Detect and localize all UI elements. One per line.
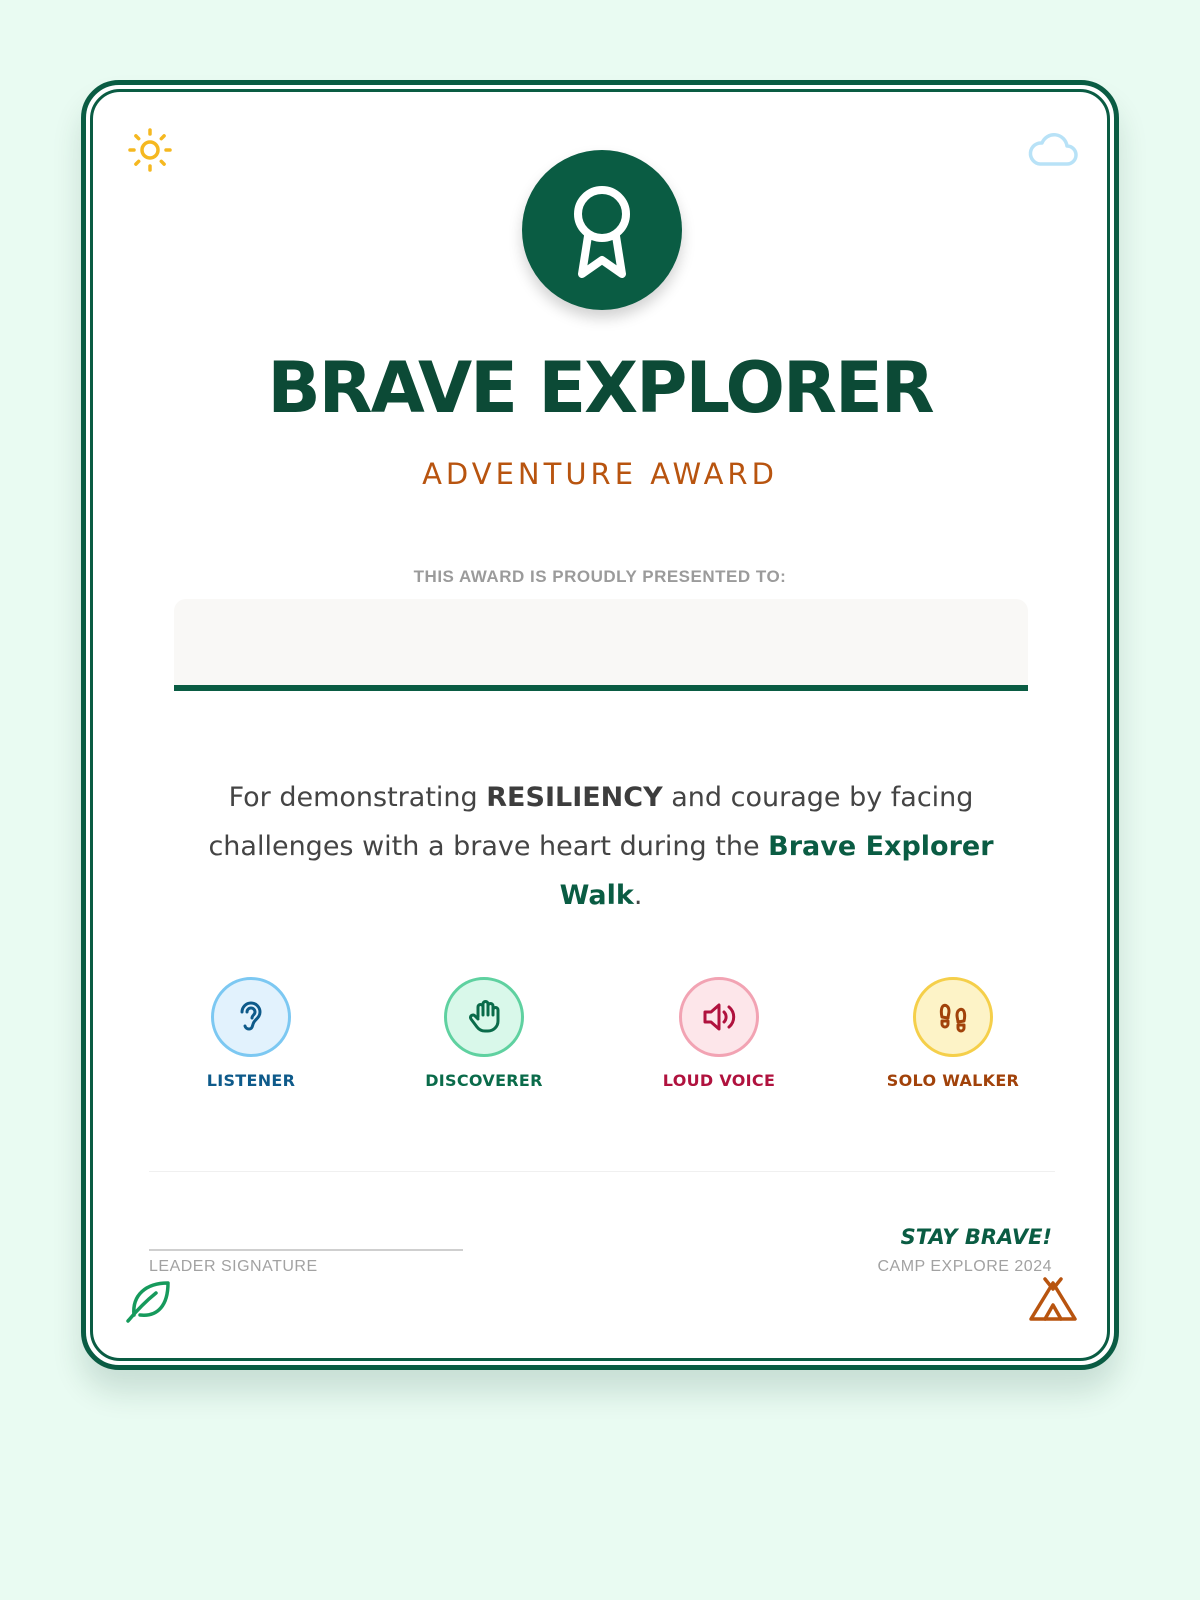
description-text: and courage by facing challenges with a brave heart during the	[208, 782, 974, 862]
footer-divider	[149, 1171, 1055, 1172]
badge-solo-walker	[853, 977, 1053, 1090]
badge-listener	[151, 977, 351, 1090]
badge-circle	[444, 977, 524, 1057]
hand-icon	[464, 997, 504, 1037]
description-event: Brave Explorer Walk	[559, 831, 994, 911]
award-description	[206, 773, 996, 920]
award-ribbon-icon	[566, 180, 638, 280]
footprints-icon	[933, 997, 973, 1037]
certificate-subtitle: ADVENTURE AWARD	[422, 457, 778, 491]
badge-label: LOUD VOICE	[662, 1071, 776, 1090]
description-text: .	[633, 880, 643, 911]
ear-icon	[231, 997, 271, 1037]
presented-to-label: THIS AWARD IS PROUDLY PRESENTED TO:	[413, 567, 787, 586]
sun-icon	[125, 125, 175, 175]
description-text: For demonstrating	[228, 782, 487, 813]
badge-label: SOLO WALKER	[886, 1071, 1020, 1090]
speaker-icon	[699, 997, 739, 1037]
certificate-card	[81, 80, 1119, 1370]
badge-label: DISCOVERER	[425, 1071, 543, 1090]
motto-text: STAY BRAVE!	[900, 1225, 1052, 1249]
badge-loud-voice	[619, 977, 819, 1090]
description-quality: RESILIENCY	[486, 782, 663, 813]
signature-label: LEADER SIGNATURE	[149, 1258, 318, 1275]
badge-label: LISTENER	[206, 1071, 296, 1090]
signature-line	[149, 1249, 463, 1251]
badge-discoverer	[384, 977, 584, 1090]
badge-circle	[211, 977, 291, 1057]
certificate-title: BRAVE EXPLORER	[267, 347, 933, 429]
cloud-icon	[1027, 130, 1079, 170]
badge-circle	[679, 977, 759, 1057]
award-medal	[522, 150, 682, 310]
tent-icon	[1027, 1275, 1079, 1325]
camp-label: CAMP EXPLORE 2024	[877, 1258, 1052, 1275]
recipient-name-input[interactable]	[174, 599, 1028, 691]
leaf-icon	[124, 1275, 174, 1325]
badge-circle	[913, 977, 993, 1057]
